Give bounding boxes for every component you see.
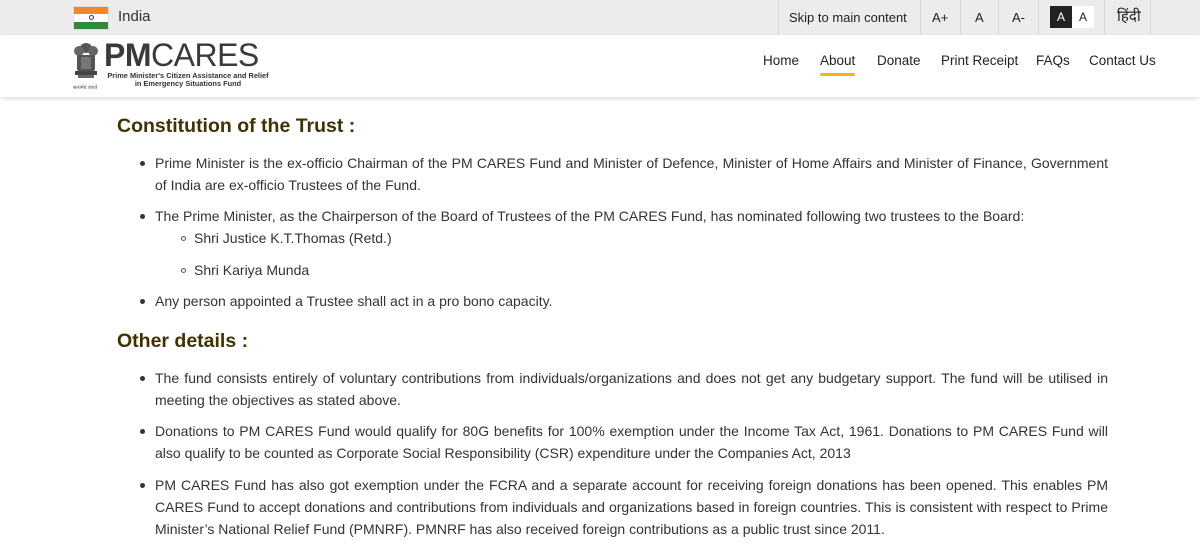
list-item: The fund consists entirely of voluntary contributions from individuals/organizations and does not get any budgetary support. The fund will be utilised in meeting the objectives as stated above. [155,370,1108,408]
india-flag-icon [73,6,109,30]
bullet-icon [140,376,145,381]
nav-contact-us[interactable]: Contact Us [1089,53,1156,68]
normal-contrast-button[interactable]: A [1072,6,1094,28]
country-label: India [118,8,151,25]
language-hindi-link[interactable]: हिंदी [1117,7,1141,25]
bullet-icon [140,429,145,434]
site-logo[interactable] [104,37,259,74]
font-increase-button[interactable]: A+ [932,10,949,25]
list-item: Prime Minister is the ex-officio Chairman of the PM CARES Fund and Minister of Defence, Minister of Home Affairs and Minister of Finance, Government of India are ex-officio Trustees of the Fund. [155,155,1108,193]
bullet-icon [140,161,145,166]
top-utility-bar [0,0,1200,35]
list-item: Any person appointed a Trustee shall act in a pro bono capacity. [155,293,553,309]
constitution-heading: Constitution of the Trust : [117,115,356,137]
nav-donate[interactable]: Donate [877,53,921,68]
logo-subtitle-line2: in Emergency Situations Fund [134,79,242,88]
font-normal-button[interactable]: A [975,10,984,25]
logo-pm: PM [104,37,151,73]
trustee-item: Shri Justice K.T.Thomas (Retd.) [194,230,392,246]
list-item: Donations to PM CARES Fund would qualify for 80G benefits for 100% exemption under the Income Tax Act, 1961. Donations to PM CARES Fund will also qualify to be counted as Corporate Social Responsibility (CSR) expenditure under the Companies Act, 2013 [155,423,1108,461]
nav-home[interactable]: Home [763,53,800,68]
bullet-icon [140,214,145,219]
contrast-toggle [1050,6,1094,28]
active-nav-indicator [820,73,855,76]
circle-bullet-icon [181,236,186,241]
trustee-item: Shri Kariya Munda [194,262,310,278]
list-item: The Prime Minister, as the Chairperson of the Board of Trustees of the PM CARES Fund, has nominated following two trustees to the Board: [155,208,1025,224]
nav-faqs[interactable]: FAQs [1036,53,1070,68]
nav-print-receipt[interactable]: Print Receipt [941,53,1019,68]
logo-subtitle [106,72,270,88]
high-contrast-button[interactable]: A [1050,6,1072,28]
nav-about[interactable]: About [820,53,856,68]
site-header [0,35,1200,97]
skip-to-main-link[interactable]: Skip to main content [789,10,907,25]
national-emblem-icon [72,42,100,86]
bullet-icon [140,483,145,488]
circle-bullet-icon [181,268,186,273]
font-decrease-button[interactable]: A- [1012,10,1025,25]
emblem-caption: सत्यमेव जयते [73,85,98,91]
bullet-icon [140,299,145,304]
other-details-heading: Other details : [117,330,249,352]
logo-subtitle-line1: Prime Minister's Citizen Assistance and Relief [107,71,269,80]
logo-cares: CARES [151,37,259,73]
list-item: PM CARES Fund has also got exemption under the FCRA and a separate account for receiving foreign donations has been opened. This enables PM CARES Fund to accept donations and contributions from individuals and organizations based in foreign countries. This is consistent with respect to Prime Minister’s National Relief Fund (PMNRF). PMNRF has also received foreign contributions as a public trust since 2011. [155,477,1108,537]
